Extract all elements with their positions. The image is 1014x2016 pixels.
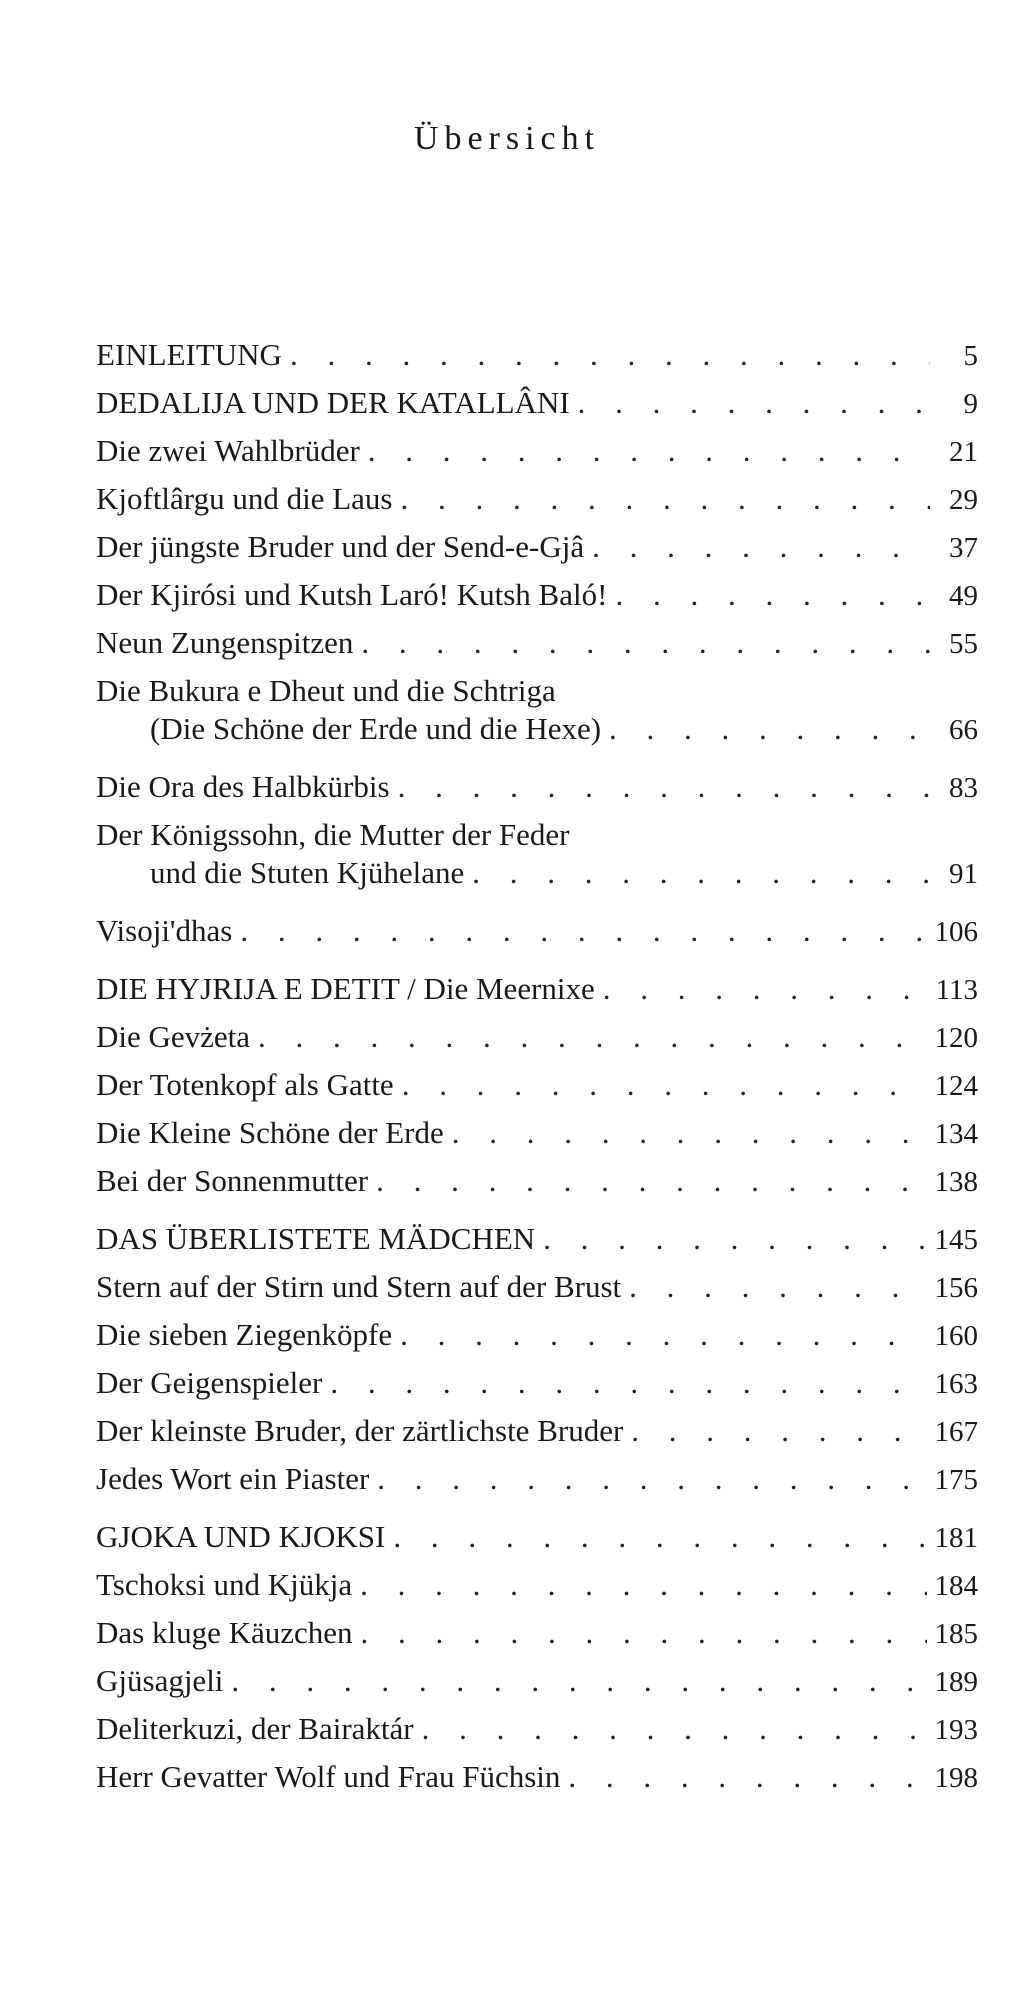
toc-entry	[96, 816, 978, 912]
table-of-contents	[96, 336, 978, 1806]
toc-entry-page: 156	[934, 1272, 978, 1304]
toc-entry-title: Herr Gevatter Wolf und Frau Füchsin	[96, 1759, 561, 1794]
toc-entry	[96, 1316, 978, 1364]
toc-entry-title: GJOKA UND KJOKSI	[96, 1519, 386, 1554]
toc-entry-title-line2: und die Stuten Kjühelane	[150, 855, 465, 890]
toc-entry-title: Der Königssohn, die Mutter der Feder	[96, 817, 570, 852]
dot-leader	[376, 1162, 926, 1200]
toc-entry-page: 185	[934, 1618, 978, 1650]
toc-entry	[96, 576, 978, 624]
toc-entry	[96, 1162, 978, 1210]
toc-entry-title: Die Gevżeta	[96, 1019, 251, 1054]
toc-entry-title: Jedes Wort ein Piaster	[96, 1461, 370, 1496]
dot-leader	[472, 854, 930, 892]
toc-entry-page: 29	[949, 484, 978, 516]
dot-leader	[231, 1662, 926, 1700]
toc-entry	[96, 1114, 978, 1162]
toc-entry-title: Die Bukura e Dheut und die Schtriga	[96, 673, 556, 708]
toc-entry	[96, 1412, 978, 1460]
toc-entry-page: 106	[934, 916, 978, 948]
dot-leader	[398, 768, 930, 806]
toc-entry-page: 134	[934, 1118, 978, 1150]
dot-leader	[330, 1364, 926, 1402]
page-title: Übersicht	[413, 120, 601, 157]
dot-leader	[290, 336, 930, 374]
toc-entry-page: 37	[949, 532, 978, 564]
toc-entry-title: Der jüngste Bruder und der Send-e-Gjâ	[96, 529, 585, 564]
toc-entry-page: 175	[934, 1464, 978, 1496]
dot-leader	[631, 1412, 926, 1450]
dot-leader	[377, 1460, 926, 1498]
toc-entry-page: 83	[949, 772, 978, 804]
dot-leader	[393, 1518, 926, 1556]
toc-entry	[96, 1758, 978, 1806]
dot-leader	[543, 1220, 926, 1258]
dot-leader	[629, 1268, 926, 1306]
toc-entry	[96, 912, 978, 960]
toc-entry-title: DAS ÜBERLISTETE MÄDCHEN	[96, 1221, 536, 1256]
toc-entry	[96, 1460, 978, 1508]
dot-leader	[240, 912, 926, 950]
dot-leader	[578, 384, 930, 422]
toc-entry-page: 5	[963, 340, 978, 372]
toc-entry-title: Das kluge Käuzchen	[96, 1615, 353, 1650]
toc-entry-title: Stern auf der Stirn und Stern auf der Brust	[96, 1269, 622, 1304]
toc-entry-title: Tschoksi und Kjükja	[96, 1567, 353, 1602]
toc-entry	[96, 1066, 978, 1114]
toc-entry-title: Kjoftlârgu und die Laus	[96, 481, 393, 516]
toc-entry	[96, 528, 978, 576]
toc-entry-continuation	[96, 854, 978, 893]
dot-leader	[360, 1566, 926, 1604]
dot-leader	[592, 528, 930, 566]
toc-entry	[96, 768, 978, 816]
toc-entry-page: 120	[934, 1022, 978, 1054]
dot-leader	[609, 710, 930, 748]
toc-entry-title: DIE HYJRIJA E DETIT / Die Meernixe	[96, 971, 595, 1006]
toc-entry	[96, 970, 978, 1018]
toc-entry-title: Der Totenkopf als Gatte	[96, 1067, 394, 1102]
toc-entry	[96, 432, 978, 480]
dot-leader	[361, 624, 930, 662]
toc-entry-title: Die zwei Wahlbrüder	[96, 433, 360, 468]
toc-entry	[96, 624, 978, 672]
dot-leader	[258, 1018, 926, 1056]
dot-leader	[402, 1066, 927, 1104]
toc-entry	[96, 336, 978, 384]
toc-entry-page: 181	[934, 1522, 978, 1554]
toc-entry	[96, 1364, 978, 1412]
toc-entry	[96, 1662, 978, 1710]
dot-leader	[452, 1114, 927, 1152]
toc-entry-page: 66	[949, 714, 978, 746]
toc-entry-page: 198	[934, 1762, 978, 1794]
toc-entry-title: Die Kleine Schöne der Erde	[96, 1115, 444, 1150]
toc-entry-page: 160	[934, 1320, 978, 1352]
toc-entry-page: 167	[934, 1416, 978, 1448]
toc-entry-title: Der Kjirósi und Kutsh Laró! Kutsh Baló!	[96, 577, 608, 612]
toc-entry	[96, 1518, 978, 1566]
toc-entry-title: Bei der Sonnenmutter	[96, 1163, 369, 1198]
toc-entry-title: Gjüsagjeli	[96, 1663, 224, 1698]
toc-entry	[96, 1268, 978, 1316]
dot-leader	[400, 1316, 926, 1354]
toc-entry-page: 189	[934, 1666, 978, 1698]
toc-entry-page: 124	[934, 1070, 978, 1102]
toc-entry-title: DEDALIJA UND DER KATALLÂNI	[96, 385, 570, 420]
toc-entry-page: 184	[934, 1570, 978, 1602]
toc-entry-title: Der Geigenspieler	[96, 1365, 323, 1400]
toc-entry-page: 145	[934, 1224, 978, 1256]
toc-entry-page: 49	[949, 580, 978, 612]
toc-entry-title: EINLEITUNG	[96, 337, 282, 372]
toc-entry-page: 91	[949, 858, 978, 890]
dot-leader	[400, 480, 930, 518]
toc-entry-title: Die sieben Ziegenköpfe	[96, 1317, 393, 1352]
dot-leader	[361, 1614, 927, 1652]
toc-entry	[96, 1566, 978, 1614]
toc-entry-title: Der kleinste Bruder, der zärtlichste Bruder	[96, 1413, 624, 1448]
dot-leader	[568, 1758, 926, 1796]
toc-entry	[96, 1018, 978, 1066]
toc-entry-continuation	[96, 710, 978, 749]
toc-entry-page: 163	[934, 1368, 978, 1400]
toc-entry	[96, 480, 978, 528]
toc-entry-title: Neun Zungenspitzen	[96, 625, 354, 660]
toc-entry-page: 138	[934, 1166, 978, 1198]
toc-entry-page: 113	[935, 974, 978, 1006]
toc-entry-title: Deliterkuzi, der Bairaktár	[96, 1711, 414, 1746]
toc-entry	[96, 1614, 978, 1662]
toc-entry-page: 9	[963, 388, 978, 420]
toc-entry-page: 55	[949, 628, 978, 660]
toc-entry	[96, 384, 978, 432]
toc-entry-page: 21	[949, 436, 978, 468]
dot-leader	[422, 1710, 927, 1748]
toc-entry-page: 193	[934, 1714, 978, 1746]
toc-entry	[96, 1220, 978, 1268]
dot-leader	[603, 970, 928, 1008]
toc-entry-title: Die Ora des Halbkürbis	[96, 769, 390, 804]
dot-leader	[368, 432, 930, 470]
toc-entry-title-line2: (Die Schöne der Erde und die Hexe)	[150, 711, 602, 746]
toc-entry	[96, 672, 978, 768]
toc-entry	[96, 1710, 978, 1758]
toc-entry-title: Visoji'dhas	[96, 913, 233, 948]
dot-leader	[615, 576, 930, 614]
